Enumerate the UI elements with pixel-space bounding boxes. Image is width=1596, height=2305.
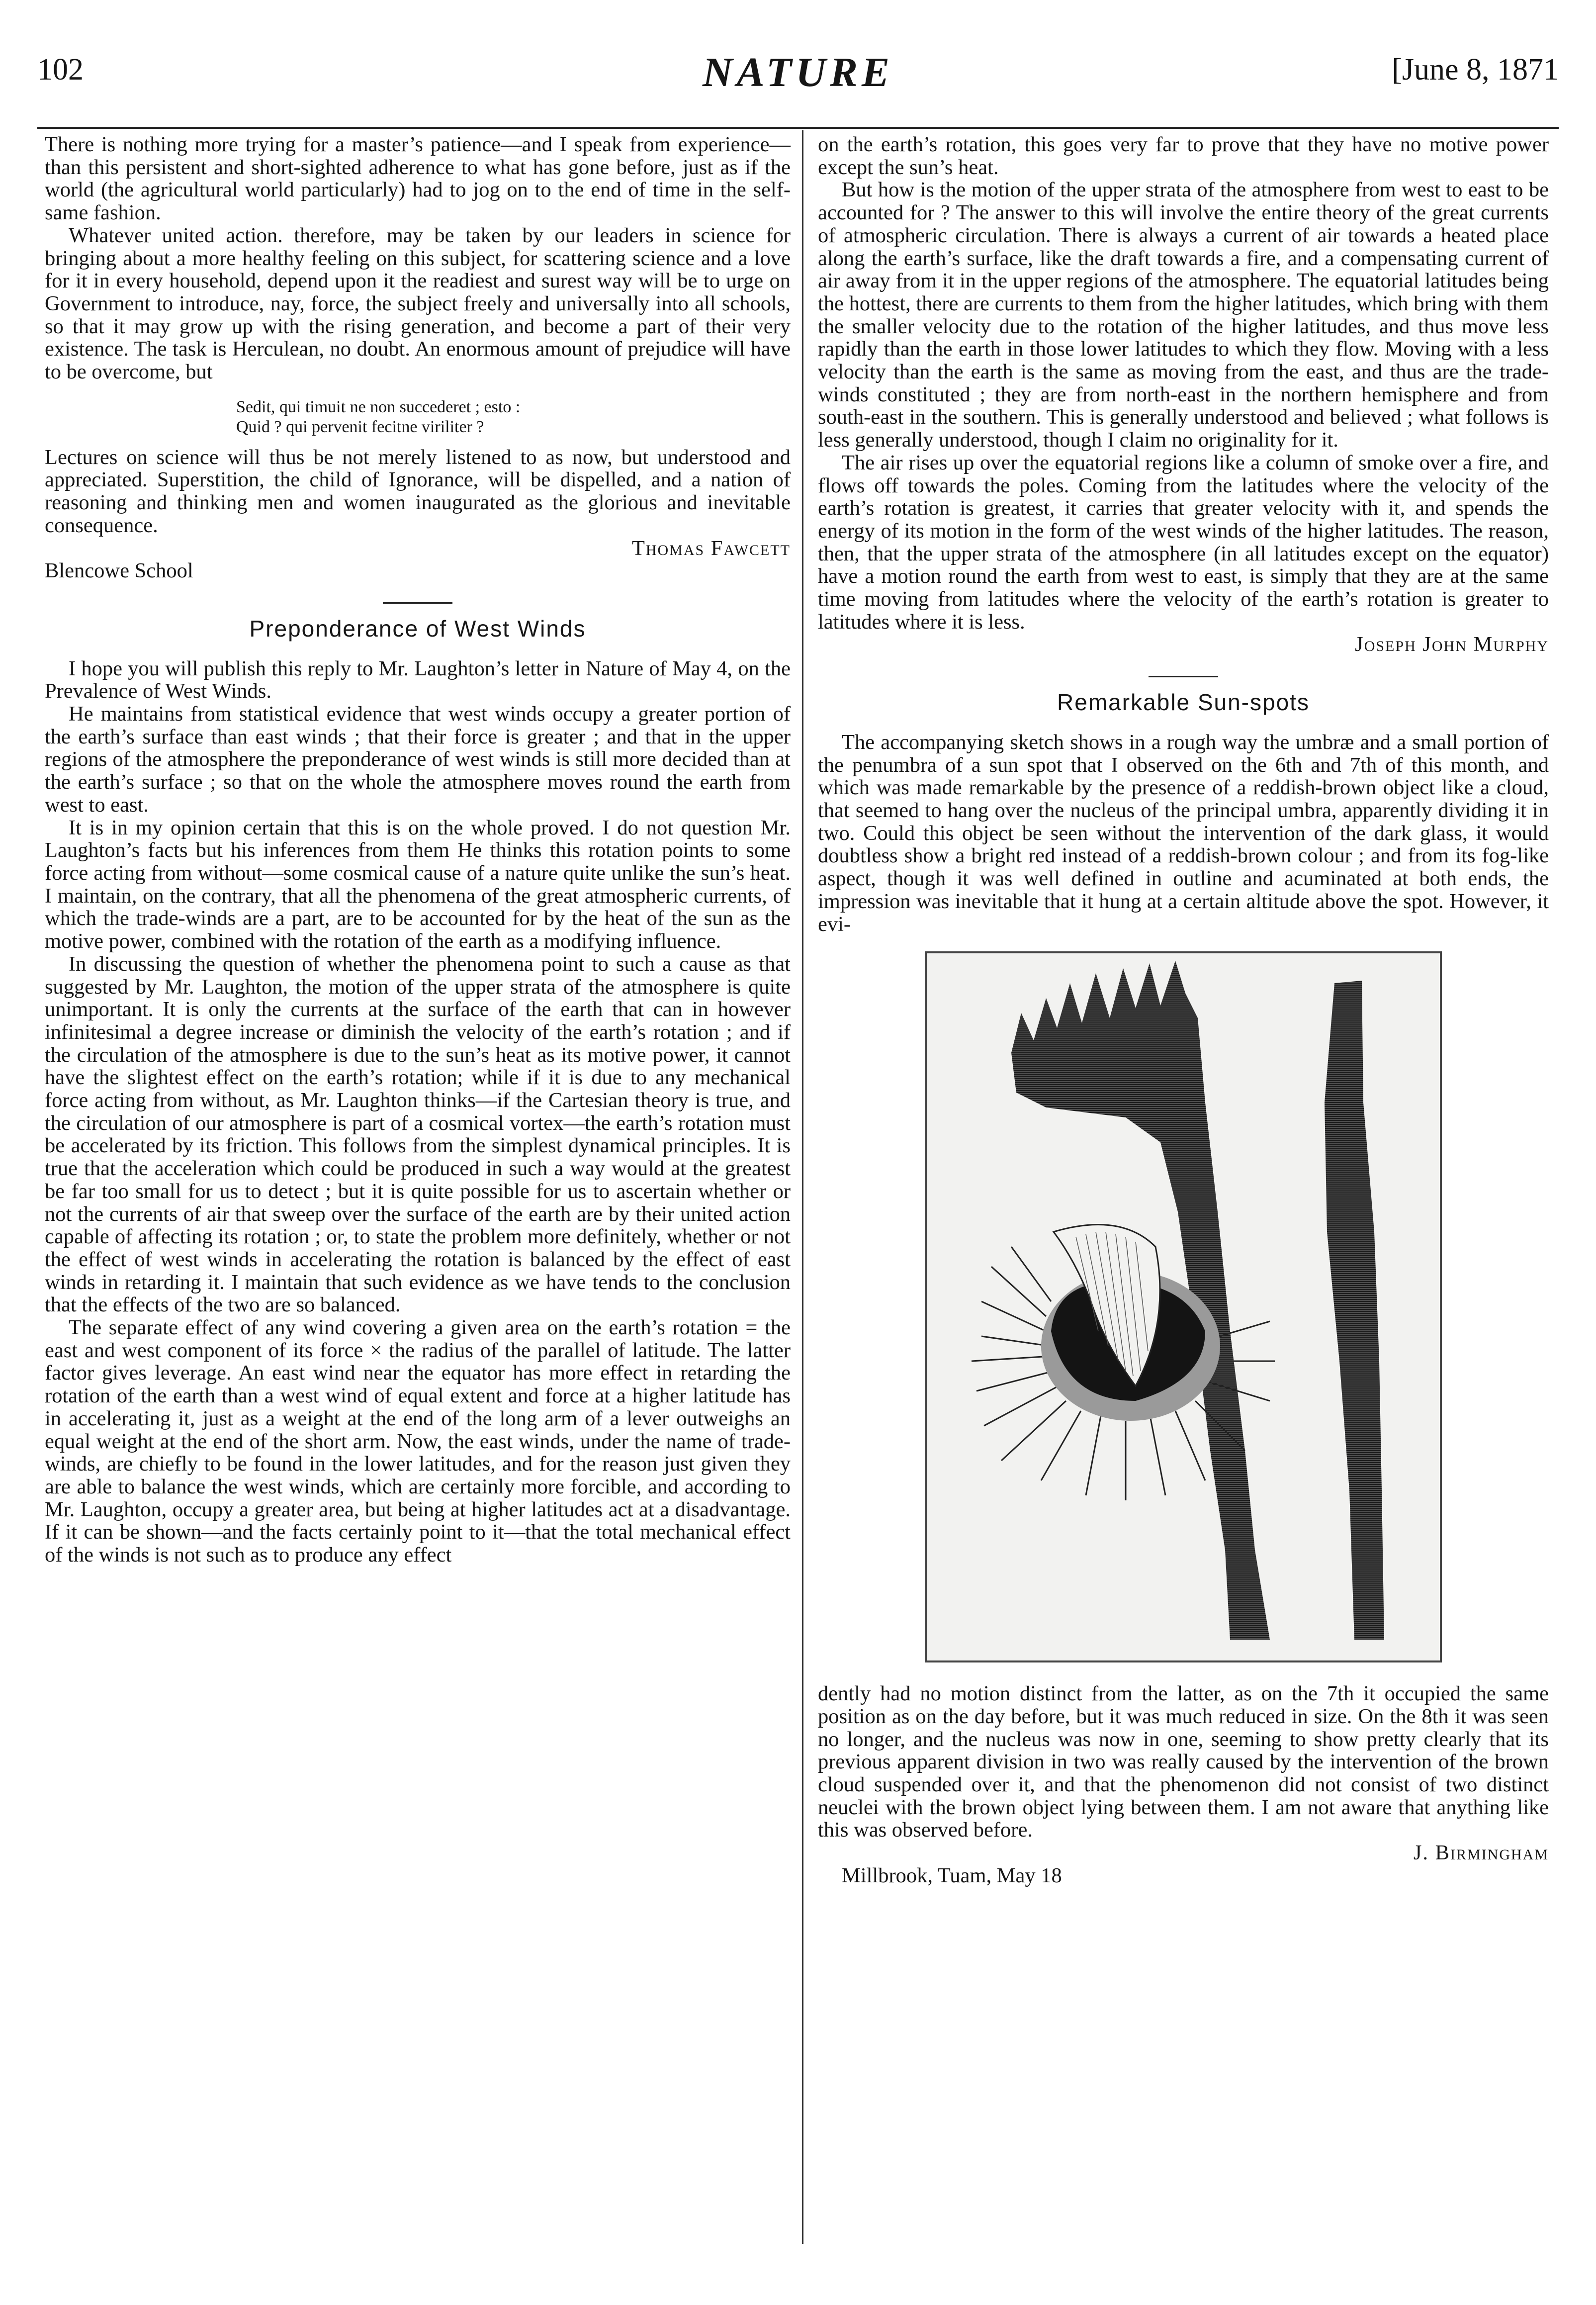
paragraph: Lectures on science will thus be not merely listened to as now, but understood and appreciated. Superstition, the child of Ignorance, will be dispelled, and a nation of reasoning and thinking men and women inaugurated as the glorious and inevitable consequence.	[45, 445, 791, 537]
latin-quote	[45, 397, 791, 437]
section-divider	[383, 602, 452, 604]
paragraph: I hope you will publish this reply to Mr. Laughton’s letter in Nature of May 4, on the Prevalence of West Winds.	[45, 656, 791, 703]
column-divider	[802, 130, 803, 2244]
paragraph: It is in my opinion certain that this is on the whole proved. I do not question Mr. Laughton’s facts but his inferences from them He thinks this rotation points to some force acting from without—some cosmical cause of a nature quite unlike the sun’s heat. I maintain, on the contrary, that all the phenomena of the great atmospheric currents, of which the trade-winds are a part, are to be accounted for by the heat of the sun as the motive power, combined with the rotation of the earth as a modifying influence.	[45, 816, 791, 953]
paragraph: The accompanying sketch shows in a rough way the umbræ and a small portion of the penumbra of a sun spot that I observed on the 6th and 7th of this month, and which was made remarkable by the presence of a reddish-brown object like a cloud, that seemed to hang over the nucleus of the principal umbra, apparently dividing it in two. Could this object be seen without the intervention of the dark glass, it would doubtless show a bright red instead of a reddish-brown colour ; and from its fog-like aspect, though it was well defined in outline and acuminated at both ends, the impression was inevitable that it hung at a certain altitude above the spot. However, it evi-	[818, 730, 1549, 936]
paragraph: The air rises up over the equatorial regions like a column of smoke over a fire, and flows off towards the poles. Coming from the latitudes where the velocity of the earth’s rotation is greatest, it carries that greater velocity with it, and spends the energy of its motion in the form of the west winds of the higher latitudes. The reason, then, that the upper strata of the atmosphere (in all latitudes except on the equator) have a motion round the earth from west to east, is simply that they are at the same time moving from latitudes where the velocity of the earth’s rotation is greater to latitudes where it is less.	[818, 451, 1549, 634]
page-number: 102	[37, 53, 84, 87]
place-line: Millbrook, Tuam, May 18	[842, 1863, 1062, 1887]
header-rule	[37, 127, 1559, 129]
quote-line: Sedit, qui timuit ne non succederet ; esto :	[236, 397, 521, 416]
right-umbra-strip	[1325, 981, 1384, 1640]
paragraph: The separate effect of any wind covering a given area on the earth’s rotation = the east and west component of its force × the radius of the parallel of latitude. The latter factor gives leverage. An east wind near the equator has more effect in retarding the rotation of the earth than a west wind of equal extent and force at a higher latitude has in accelerating it, just as a weight at the end of the long arm of a lever outweighs an equal weight at the end of the short arm. Now, the east winds, under the name of trade-winds, are chiefly to be found in the lower latitudes, and for the reason just given they are able to balance the west winds, which are certainly more forcible, and according to Mr. Laughton, occupy a greater area, but being at higher latitudes act at a disadvantage. If it can be shown—and the facts certainly point to it—that the total mechanical effect of the winds is not such as to produce any effect	[45, 1316, 791, 1567]
section-divider	[1149, 676, 1218, 677]
quote-line: Quid ? qui pervenit fecitne viriliter ?	[236, 417, 484, 436]
right-column	[818, 133, 1549, 1887]
place-line: Blencowe School	[45, 559, 193, 583]
signature: Thomas Fawcett	[631, 536, 791, 560]
sunspot-illustration	[927, 953, 1440, 1660]
paragraph: Whatever united action. therefore, may be taken by our leaders in science for bringing about a more healthy feeling on this subject, for scattering science and a love for it in every household, depend upon it the readiest and surest way will be to urge on Government to introduce, nay, force, the subject freely and universally into all schools, so that it may grow up with the rising generation, and become a part of their very existence. The task is Herculean, no doubt. An enormous amount of prejudice will have to be overcome, but	[45, 223, 791, 384]
paragraph: There is nothing more trying for a master’s patience—and I speak from experience—than this persistent and short-sighted adherence to what has gone before, just as if the world (the agricultural world particularly) had to jog on to the end of time in the self-same fashion.	[45, 133, 791, 225]
article-heading: Remarkable Sun-spots	[1057, 689, 1310, 716]
paragraph: He maintains from statistical evidence that west winds occupy a greater portion of the earth’s surface than east winds ; that their force is greater ; and that in the upper regions of the atmosphere the preponderance of west winds is still more decided than at the earth’s surface ; so that on the whole the atmosphere moves round the earth from west to east.	[45, 702, 791, 817]
signature: Joseph John Murphy	[1355, 633, 1549, 656]
journal-title: NATURE	[702, 49, 894, 95]
paragraph: In discussing the question of whether the phenomena point to such a cause as that suggested by Mr. Laughton, the motion of the upper strata of the atmosphere is quite unimportant. It is only the currents at the surface of the earth that can in however infinitesimal a degree increase or diminish the velocity of the earth’s rotation ; and if the circulation of the atmosphere is due to the sun’s heat as its motive power, it cannot have the slightest effect on the earth’s rotation; while if it is due to any mechanical force acting from without, as Mr. Laughton thinks—if the Cartesian theory is true, and the circulation of our atmosphere is part of a cosmical vortex—the earth’s rotation must be accelerated by its friction. This follows from the simplest dynamical principles. It is true that the acceleration which could be produced in such a way would at the greatest be far too small for us to detect ; but it is quite possible for us to ascertain whether or not the currents of air that sweep over the surface of the earth are by their united action capable of affecting its rotation ; or, to state the problem more definitely, whether or not the effect of west winds in accelerating the rotation is balanced by the effect of east winds in retarding it. I maintain that such evidence as we have tends to the conclusion that the effects of the two are so balanced.	[45, 952, 791, 1317]
signature: J. Birmingham	[1413, 1841, 1549, 1865]
sunspot-sketch	[925, 951, 1442, 1662]
paragraph: on the earth’s rotation, this goes very far to prove that they have no motive power except the sun’s heat.	[818, 133, 1549, 179]
page-header	[37, 49, 1559, 97]
left-column	[45, 133, 791, 1567]
paragraph: But how is the motion of the upper strata of the atmosphere from west to east to be accounted for ? The answer to this will involve the entire theory of the great currents of atmospheric circulation. There is always a current of air towards a heated place along the earth’s surface, like the draft towards a fire, and a compensating current of air away from it in the upper regions of the atmosphere. The equatorial latitudes being the hottest, there are currents to them from the higher latitudes, which bring with them the smaller velocity due to the rotation of the higher latitudes, and thus move less rapidly than the earth in those lower latitudes to which they flow. Moving with a less velocity than the earth is the same as moving from the east, and thus are the trade-winds constituted ; they are from north-east in the northern hemisphere and from south-east in the southern. This is generally understood and believed ; what follows is less generally understood, though I claim no originality for it.	[818, 178, 1549, 452]
article-heading: Preponderance of West Winds	[249, 615, 586, 642]
paragraph: dently had no motion distinct from the latter, as on the 7th it occupied the same position as on the day before, but it was much reduced in size. On the 8th it was seen no longer, and the nucleus was now in one, seeming to show pretty clearly that its previous apparent division in two was really caused by the intervention of the brown cloud suspended over it, and that the phenomenon did not consist of two distinct neuclei with the brown object lying between them. I am not aware that anything like this was observed before.	[818, 1682, 1549, 1842]
issue-date: [June 8, 1871	[1392, 53, 1559, 87]
